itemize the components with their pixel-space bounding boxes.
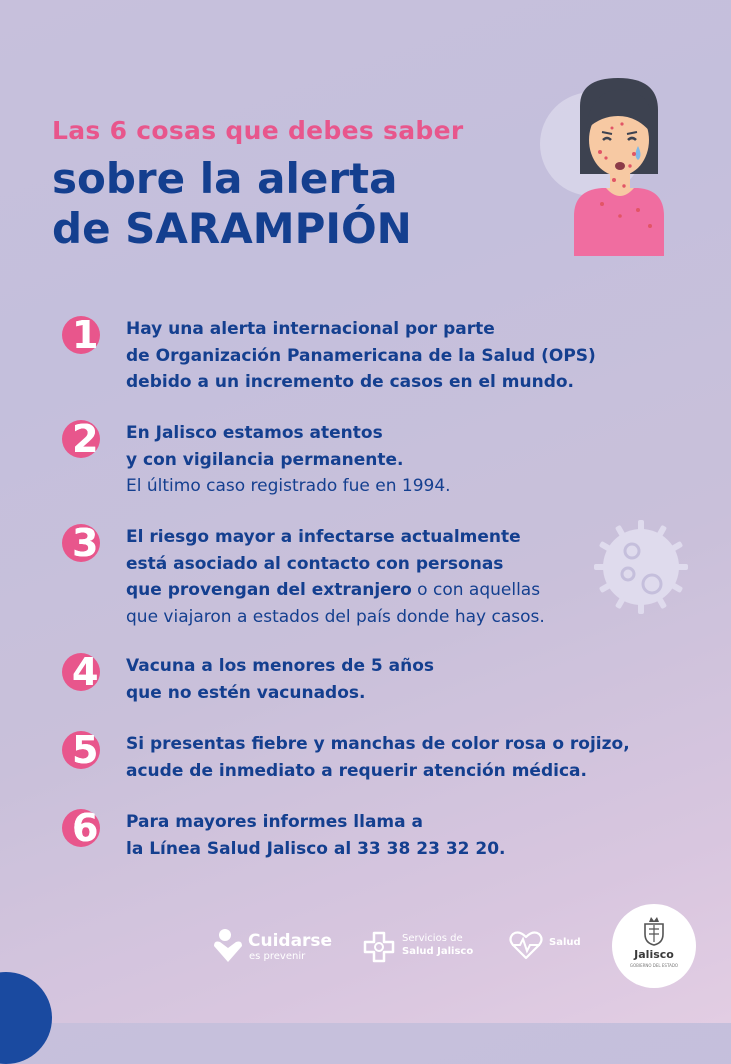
corner-decoration — [0, 972, 52, 1064]
jalisco-logo — [612, 904, 696, 988]
number-badge: 1 — [62, 314, 106, 358]
number-badge: 2 — [62, 418, 106, 462]
salud-name: Salud — [549, 937, 581, 948]
item-text: Si presentas fiebre y manchas de color rosa o rojizo, acude de inmediato a requerir atención médica. — [126, 734, 630, 781]
item-text: Hay una alerta internacional por parte de Organización Panamericana de la Salud (OPS) debido a un incremento de casos en el mundo. — [126, 319, 596, 392]
servicios-salud-logo — [362, 930, 492, 966]
page-title — [52, 154, 463, 254]
jalisco-coat-of-arms-icon — [641, 916, 667, 946]
item-text: Vacuna a los menores de 5 años que no estén vacunados. — [126, 656, 435, 703]
servicios-salud-logo-icon — [362, 930, 396, 964]
cuidarse-logo — [212, 928, 342, 964]
cuidarse-name: Cuidarse — [248, 931, 333, 951]
salud-logo — [508, 930, 588, 960]
title-subtitle: Las 6 cosas que debes saber — [52, 116, 464, 145]
number-badge: 4 — [62, 651, 106, 695]
number-badge: 6 — [62, 807, 106, 851]
salud-heart-logo-icon — [508, 930, 544, 960]
jalisco-subtitle: GOBIERNO DEL ESTADO — [629, 963, 679, 968]
cuidarse-logo-icon — [212, 928, 246, 964]
servicios-line-1: Servicios de — [402, 933, 463, 944]
item-text: Para mayores informes llama a la Línea Salud Jalisco al 33 38 23 32 20. — [126, 812, 506, 859]
title-block — [52, 112, 463, 254]
number-badge: 3 — [62, 522, 106, 566]
title-line-1: sobre la alerta — [52, 154, 398, 203]
virus-icon — [592, 518, 690, 616]
item-text: En Jalisco estamos atentos y con vigilancia permanente. El último caso registrado fue en 1994. — [126, 423, 451, 496]
servicios-line-2: Salud Jalisco — [402, 946, 474, 957]
item-text: El riesgo mayor a infectarse actualmente está asociado al contacto con personas que provengan del extranjero o con aquellas que viajaron a estados del país donde hay casos. — [126, 527, 545, 627]
sick-girl-illustration-icon — [540, 76, 670, 256]
cuidarse-tagline: es prevenir — [249, 951, 306, 962]
number-badge: 5 — [62, 729, 106, 773]
title-line-2: de SARAMPIÓN — [52, 204, 412, 253]
jalisco-name: Jalisco — [634, 948, 674, 961]
